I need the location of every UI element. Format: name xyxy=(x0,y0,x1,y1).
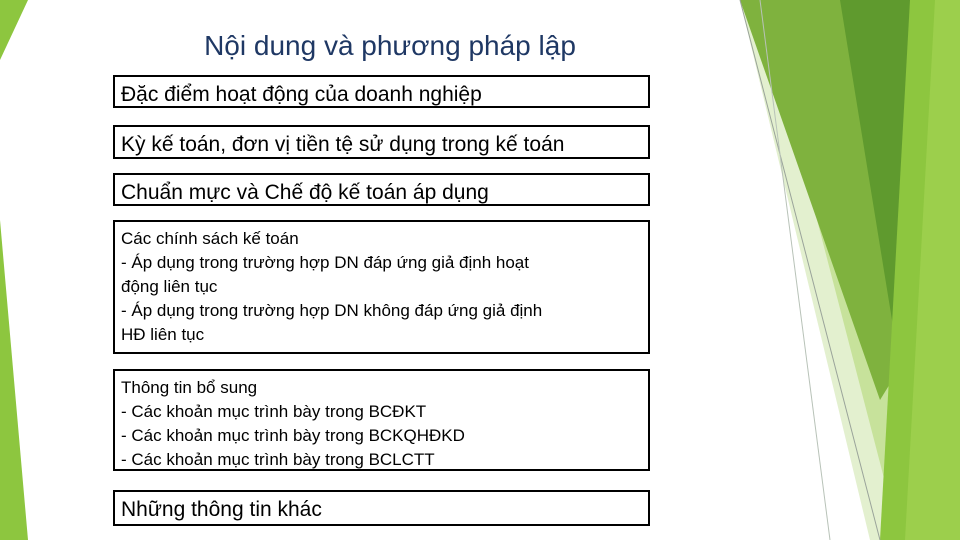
box-line: động liên tục xyxy=(121,277,218,296)
box-line: - Các khoản mục trình bày trong BCĐKT xyxy=(121,402,427,421)
decor-shape-left-bottom xyxy=(0,220,28,540)
box-line: - Các khoản mục trình bày trong BCLCTT xyxy=(121,450,435,469)
content-box-accounting-period xyxy=(113,125,650,159)
box-line: Đặc điểm hoạt động của doanh nghiệp xyxy=(121,83,482,106)
box-line: HĐ liên tục xyxy=(121,325,205,344)
content-box-other-information xyxy=(113,490,650,526)
decor-shape-left xyxy=(0,0,28,60)
box-line: - Áp dụng trong trường hợp DN không đáp ứng giả định xyxy=(121,301,543,320)
content-box-additional-information xyxy=(113,369,650,471)
box-line: Thông tin bổ sung xyxy=(121,378,258,397)
content-box-accounting-policies xyxy=(113,220,650,354)
box-line: - Áp dụng trong trường hợp DN đáp ứng giả định hoạt xyxy=(121,253,529,272)
box-line: Chuẩn mực và Chế độ kế toán áp dụng xyxy=(121,181,489,204)
content-box-business-characteristics xyxy=(113,75,650,108)
box-line: - Các khoản mục trình bày trong BCKQHĐKD xyxy=(121,426,465,445)
box-line: Những thông tin khác xyxy=(121,498,322,521)
box-line: Kỳ kế toán, đơn vị tiền tệ sử dụng trong kế toán xyxy=(121,133,565,156)
box-line: Các chính sách kế toán xyxy=(121,229,299,248)
content-box-accounting-standards xyxy=(113,173,650,206)
slide-title: Nội dung và phương pháp lập xyxy=(204,30,576,61)
